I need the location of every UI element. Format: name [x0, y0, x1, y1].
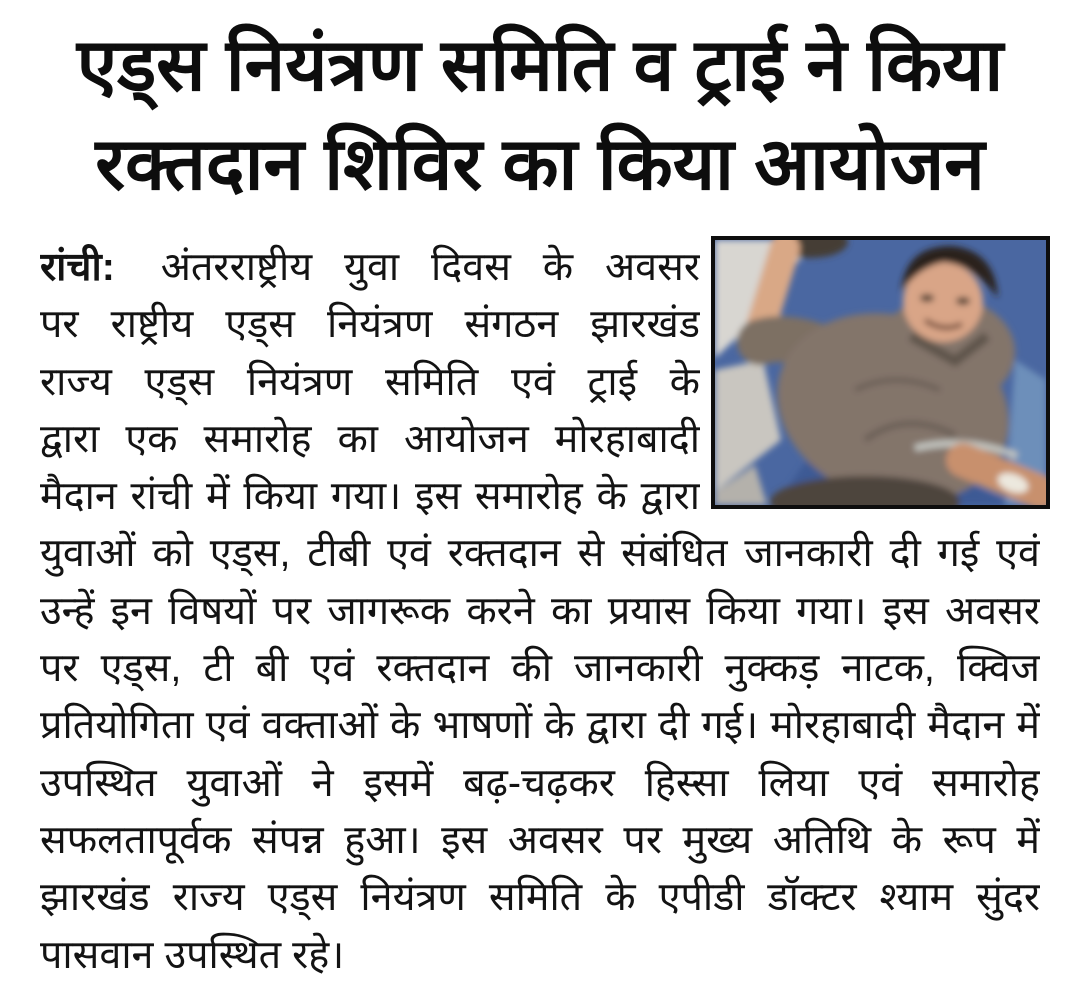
article-line: सफलतापूर्वक संपन्न हुआ। इस अवसर पर मुख्य अतिथि के रूप में — [40, 817, 1040, 862]
article-line — [40, 239, 700, 296]
article-line: उपस्थित युवाओं ने इसमें बढ़-चढ़कर हिस्सा लिया एवं समारोह — [40, 760, 1040, 805]
article-line: द्वारा एक समारोह का आयोजन मोरहाबादी — [40, 416, 700, 461]
dateline: रांची: — [40, 245, 115, 289]
article-line: उन्हें इन विषयों पर जागरूक करने का प्रयास किया गया। इस अवसर — [40, 588, 1040, 633]
article-line: पर राष्ट्रीय एड्स नियंत्रण संगठन झारखंड — [40, 302, 700, 347]
article-line: झारखंड राज्य एड्स नियंत्रण समिति के एपीडी डॉक्टर श्याम सुंदर — [40, 875, 1040, 920]
article-line: युवाओं को एड्स, टीबी एवं रक्तदान से संबंधित जानकारी दी गई एवं — [40, 531, 1040, 576]
headline-line-2: रक्तदान शिविर का किया आयोजन — [95, 124, 985, 205]
article-line: पासवान उपस्थित रहे। — [40, 932, 345, 977]
article-line: राज्य एड्स नियंत्रण समिति एवं ट्राई के — [40, 359, 700, 404]
article-line: प्रतियोगिता एवं वक्ताओं के भाषणों के द्वारा दी गई। मोरहाबादी मैदान में — [40, 703, 1040, 748]
article-line: पर एड्स, टी बी एवं रक्तदान की जानकारी नुक्कड़ नाटक, क्विज — [40, 646, 1040, 691]
headline — [0, 16, 1080, 214]
article-body — [40, 239, 1040, 984]
article-line: मैदान रांची में किया गया। इस समारोह के द्वारा — [40, 474, 700, 519]
headline-line-1: एड्स नियंत्रण समिति व ट्राई ने किया — [76, 25, 1004, 106]
article-line-text: अंतरराष्ट्रीय युवा दिवस के अवसर — [160, 245, 700, 289]
